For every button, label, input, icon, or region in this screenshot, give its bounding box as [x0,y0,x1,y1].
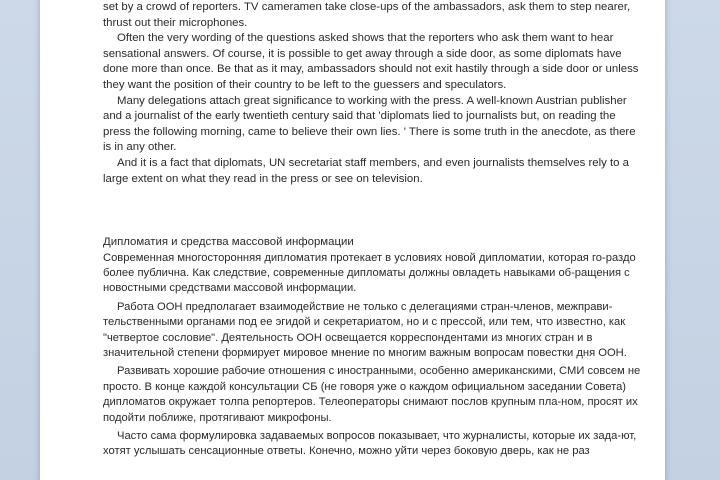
paragraph: Часто сама формулировка задаваемых вопросов показывает, что журналисты, которые их зада-ют, хотят услышать сенсационные ответы. Конечно, можно уйти через боковую дверь, как не раз [103,430,637,458]
paragraph: set by a crowd of reporters. TV cameramen take close-ups of the ambassadors, ask them to step nearer, thrust out their microphones. [103,1,631,29]
russian-text [103,235,641,460]
paragraph: Современная многосторонняя дипломатия протекает в условиях новой дипломатии, которая го-раздо более публична. Как следствие, современные дипломаты должны овладеть навыками об-ращения с новостными средствами массовой информации. [103,251,636,295]
paragraph: Often the very wording of the questions asked shows that the reporters who ask them want to hear sensational answers. Of course, it is possible to get away through a side door, as some diplomats have done more than once. Be that as it may, ambassadors should not exit hastily through a side door or unless they want the position of their country to be left to the guessers and speculators. [103,32,639,91]
section-gap [103,187,641,235]
paragraph: Работа ООН предполагает взаимодействие не только с делегациями стран-членов, межправи-тельственными органами под ее эгидой и секретариатом, но и с прессой, или тем, что известно, как "четвертое сословие". Деятельность ООН освещается корреспондентами из многих стран и в значительной степени формирует мировое мнение по многим важным вопросам повестки дня ООН. [103,300,627,359]
document-page[interactable] [40,0,665,480]
english-text [103,0,641,187]
section-title: Дипломатия и средства массовой информации [103,236,354,249]
paragraph: And it is a fact that diplomats, UN secretariat staff members, and even journalists themselves rely to a large extent on what they read in the press or see on television. [103,156,629,185]
paragraph: Many delegations attach great significance to working with the press. A well-known Austrian publisher and a journalist of the early twentieth century said that 'diplomats lied to journalists but, on reading the press the following morning, came to believe their own lies. ' There is some truth in the anecdote, as there is in any other. [103,94,636,154]
paragraph: Развивать хорошие рабочие отношения с иностранными, особенно американскими, СМИ совсем не просто. В конце каждой консультации СБ (не говоря уже о каждом официальном заседании Совета) дипломатов окружает толпа репортеров. Телеоператоры снимают послов крупным пла-ном, просят их подойти поближе, протягивают микрофоны. [103,365,641,424]
